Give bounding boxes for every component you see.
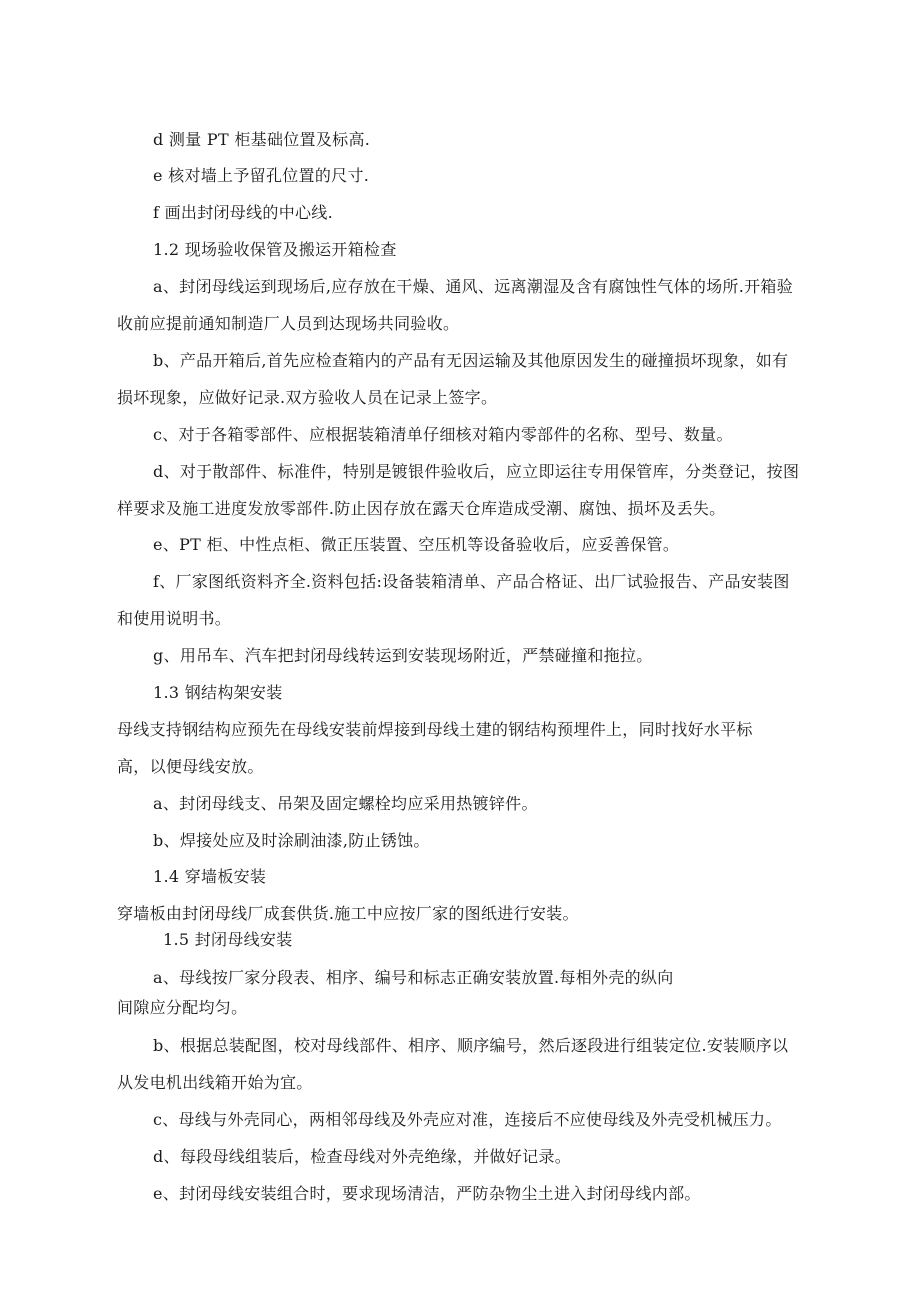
text-line: e、封闭母线安装组合时，要求现场清洁，严防杂物尘土进入封闭母线内部。 — [153, 1184, 701, 1203]
text-line: d、每段母线组装后，检查母线对外壳绝缘，并做好记录。 — [153, 1147, 572, 1166]
text-line: f 画出封闭母线的中心线. — [153, 203, 333, 222]
section-heading: 1.4 穿墙板安装 — [153, 867, 267, 886]
text-line: 从发电机出线箱开始为宜。 — [117, 1073, 313, 1092]
text-line: 收前应提前通知制造厂人员到达现场共同验收。 — [117, 314, 460, 333]
text-line: c、母线与外壳同心，两相邻母线及外壳应对准，连接后不应使母线及外壳受机械压力。 — [153, 1110, 782, 1129]
section-heading: 1.5 封闭母线安装 — [163, 930, 293, 949]
text-line: f、厂家图纸资料齐全.资料包括:设备装箱清单、产品合格证、出厂试验报告、产品安装图 — [153, 572, 790, 591]
text-line: e、PT 柜、中性点柜、微正压装置、空压机等设备验收后，应妥善保管。 — [153, 535, 680, 554]
text-line: b、产品开箱后,首先应检查箱内的产品有无因运输及其他原因发生的碰撞损坏现象，如有 — [153, 351, 789, 370]
text-line: 高，以便母线安放。 — [117, 757, 264, 776]
text-line: 和使用说明书。 — [117, 609, 232, 628]
text-line: c、对于各箱零部件、应根据装箱清单仔细核对箱内零部件的名称、型号、数量。 — [153, 425, 733, 444]
text-line: 损坏现象，应做好记录.双方验收人员在记录上签字。 — [117, 388, 498, 407]
text-line: g、用吊车、汽车把封闭母线转运到安装现场附近，严禁碰撞和拖拉。 — [153, 646, 653, 665]
text-line: 间隙应分配均匀。 — [117, 998, 248, 1017]
text-line: e 核对墙上予留孔位置的尺寸. — [153, 166, 370, 185]
text-line: b、焊接处应及时涂刷油漆,防止锈蚀。 — [153, 831, 430, 850]
text-line: 母线支持钢结构应预先在母线安装前焊接到母线土建的钢结构预埋件上，同时找好水平标 — [117, 720, 753, 739]
text-line: 穿墙板由封闭母线厂成套供货.施工中应按厂家的图纸进行安装。 — [117, 904, 579, 923]
text-line: d、对于散部件、标准件，特别是镀银件验收后，应立即运往专用保管库，分类登记，按图 — [153, 462, 800, 481]
text-line: 样要求及施工进度发放零部件.防止因存放在露天仓库造成受潮、腐蚀、损坏及丢失。 — [117, 499, 726, 518]
text-line: a、母线按厂家分段表、相序、编号和标志正确安装放置.每相外壳的纵向 — [153, 968, 674, 987]
section-heading: 1.2 现场验收保管及搬运开箱检查 — [153, 240, 397, 259]
text-line: a、封闭母线支、吊架及固定螺栓均应采用热镀锌件。 — [153, 794, 538, 813]
section-heading: 1.3 钢结构架安装 — [153, 683, 283, 702]
text-line: b、根据总装配图，校对母线部件、相序、顺序编号，然后逐段进行组装定位.安装顺序以 — [153, 1036, 789, 1055]
text-line: d 测量 PT 柜基础位置及标高. — [153, 130, 371, 149]
text-line: a、封闭母线运到现场后,应存放在干燥、通风、远离潮湿及含有腐蚀性气体的场所.开箱验 — [153, 277, 794, 296]
